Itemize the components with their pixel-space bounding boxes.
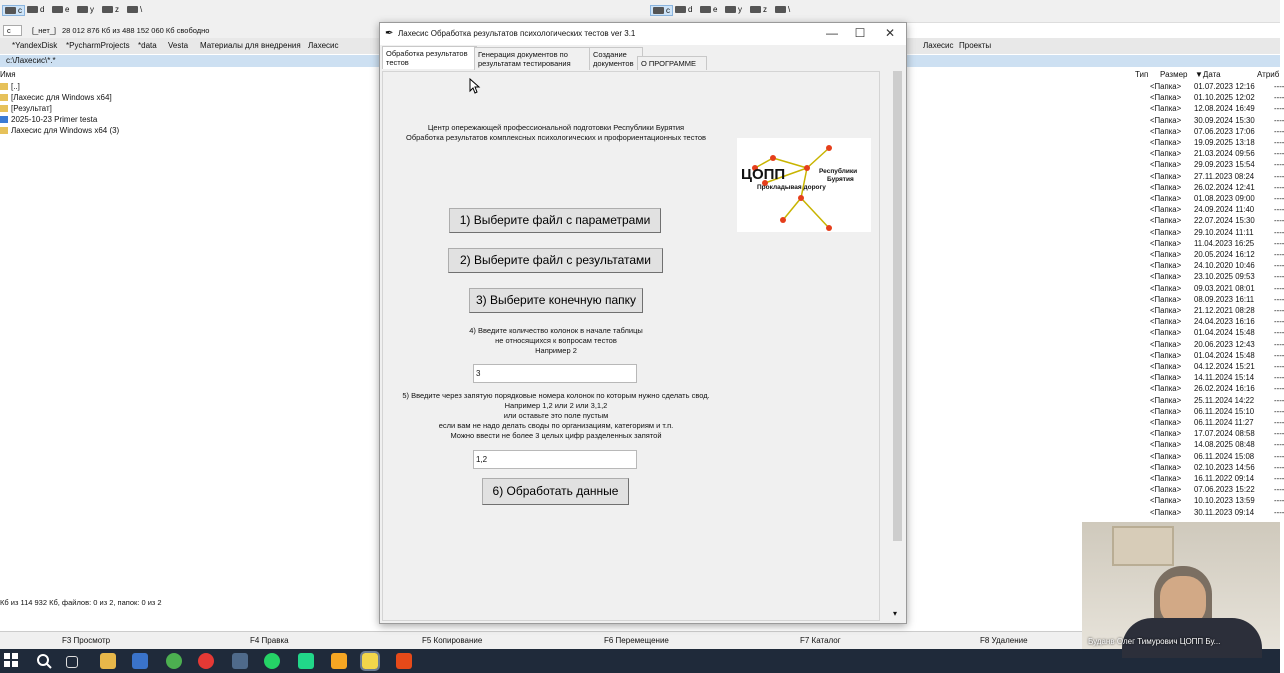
drive-button-left-0[interactable] [2, 5, 25, 16]
row-attr: ---- [1274, 395, 1284, 405]
row-date: 17.07.2024 08:58 [1194, 429, 1255, 439]
lachesis-app-icon[interactable] [362, 653, 378, 669]
tab-document-generation[interactable]: Генерация документов по результатам тестирования [474, 47, 592, 70]
org-header-line2: Обработка результатов комплексных психологических и профориентационных тестов [406, 133, 706, 142]
drive-select[interactable]: c [3, 25, 22, 36]
right-file-row[interactable] [1150, 205, 1284, 214]
right-file-row[interactable] [1150, 418, 1284, 427]
right-file-row[interactable] [1150, 508, 1284, 517]
row-attr: ---- [1274, 182, 1284, 192]
app-window [379, 22, 907, 624]
left-tabs [0, 38, 380, 54]
row-attr: ---- [1274, 149, 1284, 159]
right-file-row[interactable] [1150, 172, 1284, 181]
webcam-caption: Буданв Олег Тимурович ЦОПП Бу... [1088, 637, 1221, 646]
row-size: <Папка> [1150, 373, 1182, 383]
row-attr: ---- [1274, 451, 1284, 461]
row-date: 29.09.2023 15:54 [1194, 160, 1255, 170]
row-date: 21.12.2021 08:28 [1194, 306, 1255, 315]
row-attr: ---- [1274, 272, 1284, 282]
right-file-row[interactable] [1150, 340, 1284, 349]
row-attr: ---- [1274, 317, 1284, 327]
right-file-row[interactable] [1150, 295, 1284, 304]
feather-icon: ✒ [385, 28, 394, 39]
row-date: 10.10.2023 13:59 [1194, 496, 1255, 506]
row-size: <Папка> [1150, 317, 1182, 327]
drive-icon [52, 6, 63, 13]
right-file-row[interactable] [1150, 384, 1284, 393]
row-date: 19.09.2025 13:18 [1194, 138, 1255, 147]
right-file-row[interactable] [1150, 306, 1284, 315]
left-file-name: [Результат] [11, 104, 52, 113]
task-view-icon[interactable] [66, 656, 78, 668]
row-attr: ---- [1274, 194, 1284, 203]
folder-tab[interactable]: Vesta [168, 41, 189, 50]
drive-icon [750, 6, 761, 13]
drive-label: [_нет_] [32, 26, 57, 35]
right-file-row[interactable] [1150, 328, 1284, 337]
left-file-row[interactable] [0, 115, 97, 124]
row-size: <Папка> [1150, 474, 1182, 483]
row-attr: ---- [1274, 496, 1284, 506]
row-date: 30.11.2023 09:14 [1194, 507, 1255, 517]
row-attr: ---- [1274, 294, 1284, 304]
drive-icon [700, 6, 711, 13]
row-date: 09.03.2021 08:01 [1194, 283, 1255, 293]
drive-letter: \ [788, 5, 791, 14]
scrollbar-thumb[interactable] [893, 71, 902, 541]
row-date: 26.02.2024 16:16 [1194, 384, 1255, 394]
row-attr: ---- [1274, 350, 1284, 360]
folder-icon [0, 83, 8, 90]
row-attr: ---- [1274, 261, 1284, 271]
right-file-row[interactable] [1150, 463, 1284, 472]
row-attr: ---- [1274, 205, 1284, 215]
drive-icon [27, 6, 38, 13]
webcam-overlay [1082, 522, 1280, 649]
drive-button-right-5[interactable] [775, 5, 790, 14]
drive-info [0, 22, 380, 38]
process-data-button[interactable]: 6) Обработать данные [482, 478, 629, 505]
row-size: <Папка> [1150, 418, 1182, 427]
row-size: <Папка> [1150, 171, 1182, 181]
folder-tab[interactable]: *data [138, 41, 157, 50]
right-file-row[interactable] [1150, 250, 1284, 259]
fkey-button[interactable]: F5 Копирование [422, 636, 483, 645]
row-attr: ---- [1274, 306, 1284, 315]
row-size: <Папка> [1150, 205, 1182, 215]
row-date: 29.10.2024 11:11 [1194, 227, 1254, 237]
left-file-row[interactable] [0, 93, 112, 102]
row-date: 24.04.2023 16:16 [1194, 317, 1255, 327]
row-attr: ---- [1274, 227, 1284, 237]
right-file-row[interactable] [1150, 317, 1284, 326]
row-size: <Папка> [1150, 485, 1182, 495]
select-params-file-button[interactable]: 1) Выберите файл с параметрами [449, 208, 661, 233]
right-file-row[interactable] [1150, 138, 1284, 147]
row-date: 26.02.2024 12:41 [1194, 182, 1255, 192]
row-size: <Папка> [1150, 238, 1182, 248]
tab-create-documents[interactable]: Создание документов [589, 47, 643, 70]
left-file-name: [..] [11, 82, 20, 91]
step4-line1: 4) Введите количество колонок в начале таблицы [469, 326, 643, 335]
folder-icon [0, 94, 8, 101]
right-file-row[interactable] [1150, 239, 1284, 248]
col-name[interactable]: Имя [0, 70, 16, 79]
drive-letter: d [40, 5, 45, 14]
row-date: 01.04.2024 15:48 [1194, 350, 1255, 360]
row-size: <Папка> [1150, 182, 1182, 192]
col-date[interactable]: ▼Дата [1195, 70, 1221, 79]
fkey-button[interactable]: F3 Просмотр [62, 636, 111, 645]
drive-letter: e [65, 5, 70, 14]
folder-icon [0, 105, 8, 112]
row-attr: ---- [1274, 462, 1284, 472]
drive-letter: y [738, 5, 742, 14]
left-col-header[interactable] [0, 68, 380, 80]
window-title: Лахесис Обработка результатов психологических тестов ver 3.1 [398, 29, 636, 38]
right-file-row[interactable] [1150, 452, 1284, 461]
row-size: <Папка> [1150, 138, 1182, 147]
select-results-file-button[interactable]: 2) Выберите файл с результатами [448, 248, 663, 273]
select-output-folder-button[interactable]: 3) Выберите конечную папку [469, 288, 643, 313]
right-file-row[interactable] [1150, 82, 1284, 91]
right-file-row[interactable] [1150, 485, 1284, 494]
drive-button-left-4[interactable] [102, 5, 119, 14]
explorer-icon[interactable] [100, 653, 116, 669]
folder-tab[interactable]: Материалы для внедрения [200, 41, 301, 50]
row-attr: ---- [1274, 171, 1284, 181]
row-date: 25.11.2024 14:22 [1194, 395, 1255, 405]
fkey-button[interactable]: F8 Удаление [980, 636, 1028, 645]
row-size: <Папка> [1150, 126, 1182, 136]
left-path-text: c:\Лахесис\*.* [6, 56, 56, 65]
drive-icon [77, 6, 88, 13]
file-icon [0, 116, 8, 123]
right-file-row[interactable] [1150, 474, 1284, 483]
row-date: 24.09.2024 11:40 [1194, 205, 1255, 215]
row-attr: ---- [1274, 406, 1284, 416]
drive-icon [102, 6, 113, 13]
left-file-row[interactable] [0, 104, 52, 113]
folder-tab[interactable]: Лахесис [923, 41, 954, 50]
right-file-row[interactable] [1150, 407, 1284, 416]
drive-button-left-3[interactable] [77, 5, 94, 14]
col-attr[interactable]: Атриб [1257, 70, 1280, 79]
left-file-name: [Лахесис для Windows x64] [11, 93, 112, 102]
right-tabs [905, 38, 1280, 54]
drive-letter: z [763, 5, 767, 14]
row-date: 22.07.2024 15:30 [1194, 216, 1255, 226]
row-attr: ---- [1274, 104, 1284, 114]
row-attr: ---- [1274, 82, 1284, 91]
fkey-button[interactable]: F4 Правка [250, 636, 289, 645]
folder-tab[interactable]: *PycharmProjects [66, 41, 130, 50]
row-size: <Папка> [1150, 283, 1182, 293]
drive-button-right-3[interactable] [725, 5, 742, 14]
drive-icon [127, 6, 138, 13]
row-attr: ---- [1274, 339, 1284, 349]
right-file-row[interactable] [1150, 228, 1284, 237]
right-file-row[interactable] [1150, 373, 1284, 382]
drive-icon [5, 7, 16, 14]
col-size[interactable]: Размер [1160, 70, 1188, 79]
search-icon[interactable] [36, 653, 52, 669]
row-size: <Папка> [1150, 462, 1182, 472]
drive-button-right-4[interactable] [750, 5, 767, 14]
left-status: Кб из 114 932 Кб, файлов: 0 из 2, папок: 0 из 2 [0, 598, 162, 607]
row-attr: ---- [1274, 373, 1284, 383]
row-date: 08.09.2023 16:11 [1194, 294, 1255, 304]
row-attr: ---- [1274, 384, 1284, 394]
row-attr: ---- [1274, 238, 1284, 248]
pycharm-icon[interactable] [298, 653, 314, 669]
row-date: 07.06.2023 15:22 [1194, 485, 1255, 495]
row-size: <Папка> [1150, 328, 1182, 338]
col-type[interactable]: Тип [1135, 70, 1149, 79]
row-size: <Папка> [1150, 194, 1182, 203]
step5-line5: Можно ввести не более 3 целых цифр разделенных запятой [450, 431, 662, 440]
row-attr: ---- [1274, 485, 1284, 495]
row-size: <Папка> [1150, 350, 1182, 360]
right-col-header[interactable] [905, 68, 1280, 80]
row-date: 21.03.2024 09:56 [1194, 149, 1255, 159]
summary-columns-input[interactable]: 1,2 [473, 450, 637, 469]
right-file-row[interactable] [1150, 272, 1284, 281]
tab-about[interactable]: О ПРОГРАММЕ [637, 56, 707, 70]
row-attr: ---- [1274, 160, 1284, 170]
row-size: <Папка> [1150, 294, 1182, 304]
right-file-row[interactable] [1150, 496, 1284, 505]
right-file-row[interactable] [1150, 351, 1284, 360]
row-size: <Папка> [1150, 149, 1182, 159]
row-date: 24.10.2020 10:46 [1194, 261, 1255, 271]
step4-line3: Например 2 [535, 346, 577, 355]
minimize-icon[interactable]: — [826, 26, 838, 40]
row-attr: ---- [1274, 216, 1284, 226]
step4-line2: не относящихся к вопросам тестов [495, 336, 617, 345]
row-attr: ---- [1274, 250, 1284, 259]
step5-line4: если вам не надо делать своды по организациям, категориям и т.п. [438, 421, 674, 430]
logo-slogan: Прокладывая дорогу [757, 184, 826, 191]
network-tool-icon[interactable] [232, 653, 248, 669]
right-file-row[interactable] [1150, 284, 1284, 293]
step5-line2: Например 1,2 или 2 или 3,1,2 [504, 401, 608, 410]
row-size: <Папка> [1150, 104, 1182, 114]
row-size: <Папка> [1150, 261, 1182, 271]
row-size: <Папка> [1150, 440, 1182, 450]
processing-panel [382, 71, 880, 621]
row-size: <Папка> [1150, 216, 1182, 226]
row-attr: ---- [1274, 328, 1284, 338]
folder-tab[interactable]: Лахесис [308, 41, 339, 50]
row-attr: ---- [1274, 440, 1284, 450]
row-size: <Папка> [1150, 93, 1182, 103]
row-attr: ---- [1274, 115, 1284, 125]
right-file-row[interactable] [1150, 93, 1284, 102]
drive-button-right-0[interactable] [650, 5, 673, 16]
right-file-row[interactable] [1150, 396, 1284, 405]
left-file-name: Лахесис для Windows x64 (3) [11, 126, 120, 135]
archive-icon [0, 127, 8, 134]
logo-sub1: Республики [819, 168, 858, 175]
drive-bar [0, 0, 1280, 23]
row-attr: ---- [1274, 507, 1284, 517]
save-disk-icon[interactable] [132, 653, 148, 669]
drive-letter: y [90, 5, 94, 14]
folder-tab[interactable]: *YandexDisk [12, 41, 58, 50]
window-titlebar[interactable] [380, 23, 906, 45]
drive-letter: e [713, 5, 718, 14]
row-date: 27.11.2023 08:24 [1194, 171, 1255, 181]
right-file-row[interactable] [1150, 149, 1284, 158]
row-size: <Папка> [1150, 306, 1182, 315]
drive-icon [775, 6, 786, 13]
org-header-line1: Центр опережающей профессиональной подготовки Республики Бурятия [427, 123, 685, 132]
window-scrollbar[interactable] [892, 71, 903, 619]
right-file-row[interactable] [1150, 127, 1284, 136]
row-date: 01.10.2025 12:02 [1194, 93, 1255, 103]
left-file-row[interactable] [0, 126, 119, 135]
whatsapp-icon[interactable] [264, 653, 280, 669]
row-date: 12.08.2024 16:49 [1194, 104, 1255, 114]
step5-line3: или оставьте это поле пустым [503, 411, 609, 420]
drive-letter: c [666, 6, 670, 15]
folder-tab[interactable]: Проекты [959, 41, 992, 50]
right-file-row[interactable] [1150, 183, 1284, 192]
drive-free-space: 28 012 876 Кб из 488 152 060 Кб свободно [62, 26, 210, 35]
right-path [905, 55, 1280, 67]
taskbar [0, 649, 1280, 673]
logo-sub2: Бурятия [827, 176, 854, 183]
left-path [0, 55, 380, 67]
row-date: 07.06.2023 17:06 [1194, 126, 1255, 136]
drive-letter: c [18, 6, 22, 15]
left-file-name: 2025-10-23 Primer testa [11, 115, 98, 124]
right-file-row[interactable] [1150, 440, 1284, 449]
leading-columns-input[interactable]: 3 [473, 364, 637, 383]
right-file-row[interactable] [1150, 194, 1284, 203]
row-date: 04.12.2024 15:21 [1194, 362, 1255, 371]
row-size: <Папка> [1150, 115, 1182, 125]
windows-start-icon[interactable] [4, 653, 20, 669]
drive-letter: z [115, 5, 119, 14]
row-size: <Папка> [1150, 250, 1182, 259]
drive-button-left-5[interactable] [127, 5, 142, 14]
copp-logo [737, 138, 871, 232]
row-date: 16.11.2022 09:14 [1194, 474, 1255, 483]
row-date: 20.05.2024 16:12 [1194, 250, 1255, 259]
app-orange-icon[interactable] [331, 653, 347, 669]
maximize-icon[interactable]: ☐ [854, 26, 866, 40]
row-attr: ---- [1274, 362, 1284, 371]
row-attr: ---- [1274, 126, 1284, 136]
drive-button-left-1[interactable] [27, 5, 44, 14]
row-date: 06.11.2024 15:10 [1194, 406, 1255, 416]
row-attr: ---- [1274, 283, 1284, 293]
row-date: 01.08.2023 09:00 [1194, 194, 1255, 203]
drive-icon [725, 6, 736, 13]
row-attr: ---- [1274, 418, 1284, 427]
app-s-icon[interactable] [396, 653, 412, 669]
right-file-row[interactable] [1150, 261, 1284, 270]
row-date: 06.11.2024 15:08 [1194, 451, 1255, 461]
logo-name: ЦОПП [741, 166, 786, 183]
row-size: <Папка> [1150, 395, 1182, 405]
fkey-button[interactable]: F6 Перемещение [604, 636, 669, 645]
row-date: 14.11.2024 15:14 [1194, 373, 1255, 383]
row-attr: ---- [1274, 429, 1284, 439]
row-date: 14.08.2025 08:48 [1194, 440, 1255, 450]
close-icon[interactable]: ✕ [884, 26, 896, 40]
right-file-row[interactable] [1150, 104, 1284, 113]
fkey-button[interactable]: F7 Каталог [800, 636, 841, 645]
drive-button-left-2[interactable] [52, 5, 69, 14]
row-date: 01.07.2023 12:16 [1194, 82, 1255, 91]
row-size: <Папка> [1150, 384, 1182, 394]
row-date: 11.04.2023 16:25 [1194, 238, 1255, 248]
row-attr: ---- [1274, 474, 1284, 483]
drive-icon [653, 7, 664, 14]
row-size: <Папка> [1150, 272, 1182, 282]
row-size: <Папка> [1150, 227, 1182, 237]
scroll-down-icon[interactable]: ▾ [893, 609, 898, 618]
yandex-browser-icon[interactable] [198, 653, 214, 669]
drive-icon [675, 6, 686, 13]
drive-letter: \ [140, 5, 143, 14]
left-file-row[interactable] [0, 82, 20, 91]
mouse-cursor-icon [469, 78, 481, 94]
row-size: <Папка> [1150, 339, 1182, 349]
row-date: 30.09.2024 15:30 [1194, 115, 1255, 125]
row-date: 20.06.2023 12:43 [1194, 339, 1255, 349]
row-attr: ---- [1274, 93, 1284, 103]
row-size: <Папка> [1150, 362, 1182, 371]
row-date: 06.11.2024 11:27 [1194, 418, 1254, 427]
drive-button-right-1[interactable] [675, 5, 692, 14]
tab-processing[interactable]: Обработка результатов тестов [382, 46, 477, 69]
right-file-row[interactable] [1150, 216, 1284, 225]
wall-frame [1112, 526, 1174, 566]
row-size: <Папка> [1150, 406, 1182, 416]
drive-button-right-2[interactable] [700, 5, 717, 14]
row-attr: ---- [1274, 138, 1284, 147]
right-file-row[interactable] [1150, 160, 1284, 169]
row-date: 02.10.2023 14:56 [1194, 462, 1255, 472]
row-size: <Папка> [1150, 429, 1182, 439]
row-size: <Папка> [1150, 496, 1182, 506]
row-date: 01.04.2024 15:48 [1194, 328, 1255, 338]
step5-line1: 5) Введите через запятую порядковые номера колонок по которым нужно сделать свод. [402, 391, 710, 400]
row-size: <Папка> [1150, 507, 1182, 517]
row-size: <Папка> [1150, 82, 1182, 91]
right-file-row[interactable] [1150, 429, 1284, 438]
row-size: <Папка> [1150, 451, 1182, 461]
drive-letter: d [688, 5, 693, 14]
chrome-icon[interactable] [166, 653, 182, 669]
row-date: 23.10.2025 09:53 [1194, 272, 1255, 282]
row-size: <Папка> [1150, 160, 1182, 170]
right-file-row[interactable] [1150, 116, 1284, 125]
right-file-row[interactable] [1150, 362, 1284, 371]
